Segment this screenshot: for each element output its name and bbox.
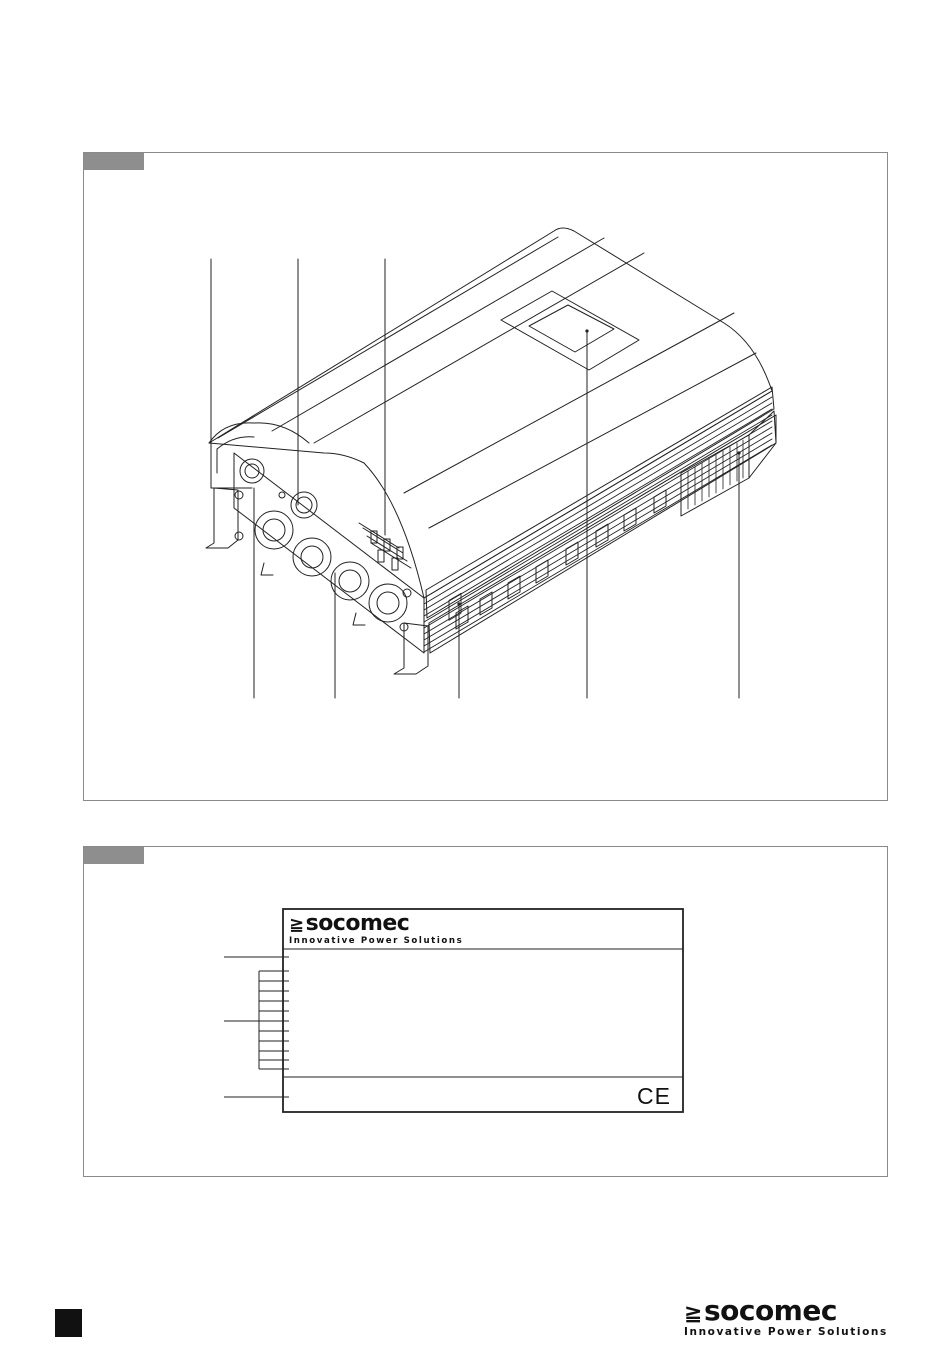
figure-2-frame <box>83 846 888 1177</box>
plate-tagline: Innovative Power Solutions <box>289 936 464 946</box>
footer-logo-mark: ≧ <box>684 1301 702 1326</box>
leader-lines-top <box>211 259 385 535</box>
plate-logo <box>289 913 463 946</box>
ce-mark: CE <box>637 1083 671 1109</box>
mounting-foot-left <box>206 488 238 548</box>
plate-logo-mark: ≧ <box>289 914 304 935</box>
front-end-plate <box>234 453 424 653</box>
footer-tagline: Innovative Power Solutions <box>684 1326 888 1338</box>
inverter-top-cover <box>209 228 772 598</box>
comm-connector <box>291 492 317 518</box>
inverter-drawing <box>84 153 887 800</box>
plate-leader-lines <box>224 957 289 1097</box>
leader-lines-bottom <box>254 331 739 698</box>
rating-plate-drawing <box>84 847 887 1176</box>
ac-connector <box>240 459 264 483</box>
figure-1-frame <box>83 152 888 801</box>
display-window <box>501 291 639 370</box>
page-marker <box>55 1309 82 1337</box>
footer-logo <box>684 1294 888 1338</box>
mounting-foot-right <box>394 623 428 674</box>
plate-brand-name: socomec <box>305 911 410 936</box>
footer-brand-name: socomec <box>703 1294 837 1327</box>
